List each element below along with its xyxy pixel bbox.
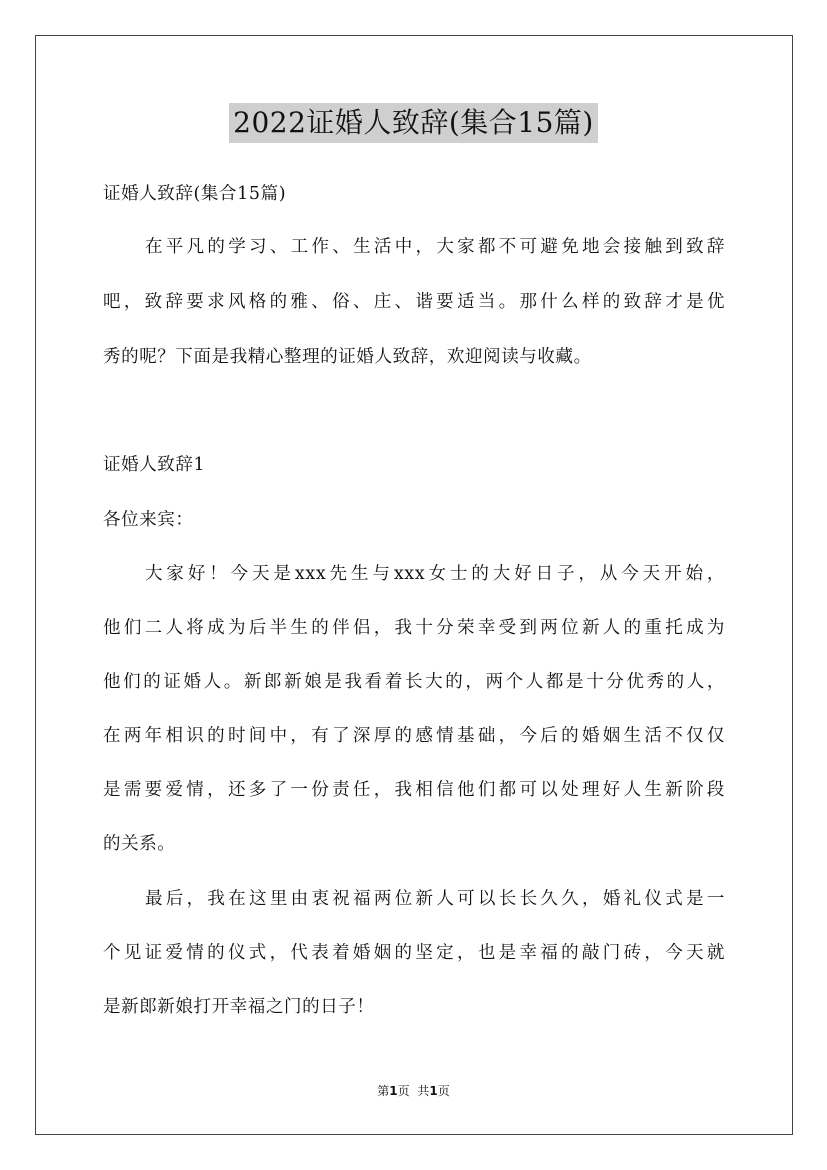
paragraph-line: 他们的证婚人。新郎新娘是我看着长大的，两个人都是十分优秀的人，: [103, 672, 725, 692]
page-total: 1: [429, 1084, 438, 1098]
paragraph-line: 个见证爱情的仪式，代表着婚姻的坚定，也是幸福的敲门砖，今天就: [103, 943, 725, 963]
intro-line: 吧，致辞要求风格的雅、俗、庄、谐要适当。那什么样的致辞才是优: [103, 292, 725, 312]
paragraph-line: 他们二人将成为后半生的伴侣，我十分荣幸受到两位新人的重托成为: [103, 618, 725, 638]
document-title: [0, 103, 827, 143]
paragraph-line: 的关系。: [103, 834, 176, 854]
document-subtitle: 证婚人致辞(集合15篇): [103, 184, 287, 204]
paragraph-line: 是需要爱情，还多了一份责任，我相信他们都可以处理好人生新阶段: [103, 780, 725, 800]
paragraph-line: 最后，我在这里由衷祝福两位新人可以长长久久，婚礼仪式是一: [145, 889, 725, 909]
paragraph-line: 是新郎新娘打开幸福之门的日子！: [103, 997, 375, 1017]
paragraph-line: 在两年相识的时间中，有了深厚的感情基础，今后的婚姻生活不仅仅: [103, 726, 725, 746]
total-prefix: 共: [417, 1084, 430, 1098]
document-title-text: 2022证婚人致辞(集合15篇): [229, 103, 598, 143]
total-suffix: 页: [437, 1084, 450, 1098]
page-suffix: 页: [397, 1084, 410, 1098]
section-heading: 证婚人致辞1: [103, 455, 206, 475]
salutation: 各位来宾：: [103, 510, 194, 530]
paragraph-line: 大家好！今天是xxx先生与xxx女士的大好日子，从今天开始，: [145, 564, 725, 584]
intro-line: 在平凡的学习、工作、生活中，大家都不可避免地会接触到致辞: [145, 237, 725, 257]
page-prefix: 第: [377, 1084, 390, 1098]
intro-line: 秀的呢？下面是我精心整理的证婚人致辞，欢迎阅读与收藏。: [103, 347, 592, 367]
page-current: 1: [389, 1084, 398, 1098]
page-number-footer: [0, 1083, 827, 1099]
